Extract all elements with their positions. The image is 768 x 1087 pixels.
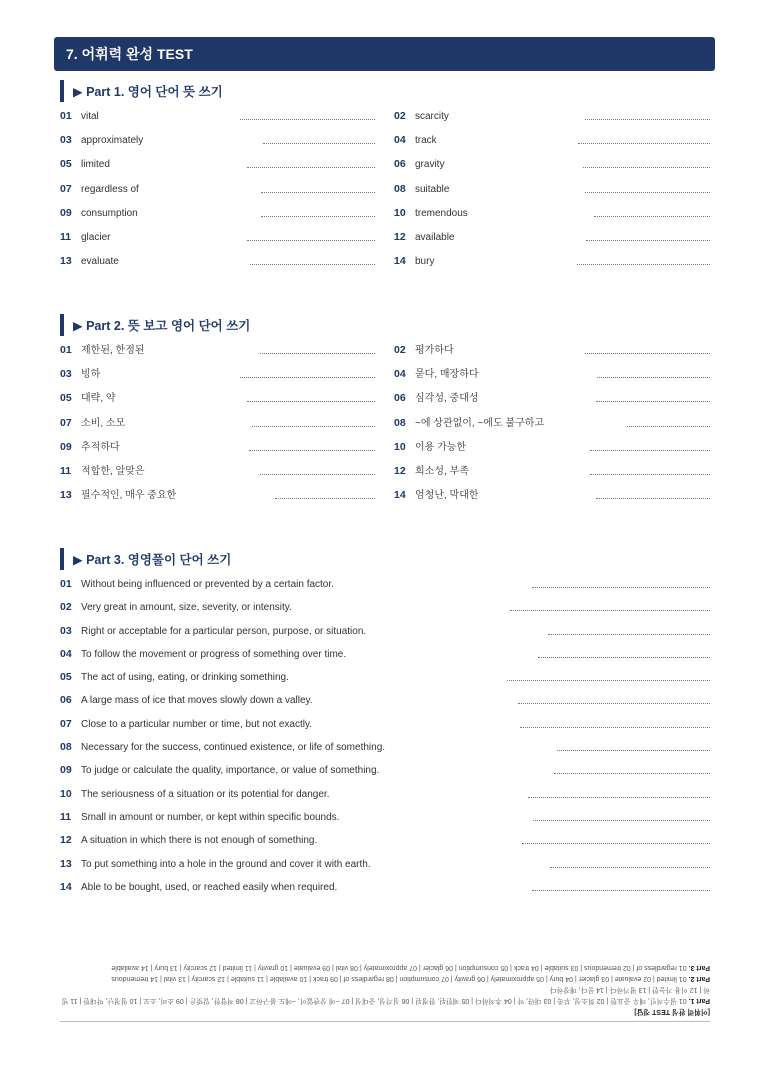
definition-text: To judge or calculate the quality, importance, or value of something. [81,765,380,777]
item-text: approximately [81,135,144,147]
vocab-row [60,390,710,414]
vocab-item [394,253,710,277]
item-number: 03 [60,134,72,147]
item-text: track [415,135,437,147]
item-number: 05 [60,671,72,684]
item-number: 08 [394,182,406,195]
vocab-item [60,253,375,277]
item-number: 12 [394,464,406,477]
page-title: 7. 어휘력 완성 TEST [54,37,715,71]
vocab-item [394,342,710,366]
answer-blank-line[interactable] [261,192,375,193]
answer-blank-line[interactable] [585,353,710,354]
item-text: glacier [81,231,111,243]
item-text: limited [81,159,110,171]
item-text: 심각성, 중대성 [415,393,479,405]
item-text: consumption [81,207,138,219]
item-text: 묻다, 매장하다 [415,369,479,381]
vocab-item [60,366,375,390]
definition-row [60,832,710,855]
definition-text: The seriousness of a situation or its potential for danger. [81,788,330,800]
item-text: suitable [415,183,450,195]
item-number: 02 [394,110,406,122]
answer-blank-line[interactable] [260,474,375,475]
part2-grid [60,342,710,511]
definition-row [60,716,710,739]
definition-row [60,692,710,715]
definition-text: Very great in amount, size, severity, or intensity. [81,602,292,614]
item-text: bury [415,256,435,268]
item-number: 03 [60,624,72,637]
item-text: available [415,231,455,243]
vocab-item [60,342,375,366]
part3-heading: ▶ Part 3. 영영풀이 단어 쓰기 [73,553,232,567]
definition-row [60,623,710,646]
definition-row [60,762,710,785]
vocab-row [60,415,710,439]
item-text: 빙하 [81,369,101,381]
answer-blank-line[interactable] [586,240,710,241]
vocab-row [60,108,710,132]
vocab-item [60,439,375,463]
definition-row [60,856,710,879]
answer-key [60,937,710,1017]
answer-blank-line[interactable] [590,474,710,475]
item-text: 적합한, 알맞은 [81,465,145,477]
item-number: 02 [60,601,72,614]
definition-text: Close to a particular number or time, but not exactly. [81,718,313,730]
answer-blank-line[interactable] [261,216,375,217]
definition-row [60,786,710,809]
answer-blank-line[interactable] [247,167,375,168]
item-number: 12 [394,230,406,243]
item-number: 13 [60,857,72,870]
vocab-row [60,366,710,390]
definition-row [60,809,710,832]
vocab-row [60,205,710,229]
item-number: 11 [60,230,72,243]
vocab-item [60,390,375,414]
vocab-item [60,487,375,511]
part3-section [60,548,710,902]
part3-header [60,548,710,570]
vocab-item [394,487,710,511]
section-accent-bar [60,548,64,570]
item-number: 14 [394,489,406,502]
item-number: 04 [394,368,406,381]
item-number: 10 [60,787,72,800]
item-number: 06 [60,694,72,707]
item-text: 추적하다 [81,441,120,453]
item-number: 01 [60,344,72,356]
answer-part1 [60,984,710,1006]
answer-blank-line[interactable] [596,498,710,499]
item-text: 필수적인, 매우 중요한 [81,490,177,502]
answer-part3-label: Part 3. [688,964,710,971]
answer-part2 [60,973,710,984]
item-number: 03 [60,368,72,381]
item-text: 소비, 소모 [81,417,126,429]
item-text: vital [81,111,99,122]
answer-blank-line[interactable] [594,216,710,217]
answer-blank-line[interactable] [249,450,375,451]
part1-heading: ▶ Part 1. 영어 단어 뜻 쓰기 [73,85,223,99]
answer-part3-text: 01 regardless of | 02 tremendous | 03 suitable | 04 track | 05 consumption | 06 glacier | 07 approximately | 08 vital | 09 evaluate | 10 gravity | 11 limited | 12 scarcity | 13 bury | 14 available [111,964,687,971]
item-number: 04 [394,134,406,147]
vocab-row [60,156,710,180]
answer-blank-line[interactable] [247,401,375,402]
definition-text: To put something into a hole in the ground and cover it with earth. [81,858,371,870]
definition-row [60,669,710,692]
vocab-item [394,205,710,229]
answer-part1-text: 01 필수적인, 매우 중요한 | 02 희소성, 부족 | 03 대략, 약 | 04 추적하다 | 05 제한된, 한정된 | 06 심각성, 중대성 | 07 ~에 상관없이, ~에도 불구하고 | 08 적합한, 알맞은 | 09 소비, 소모 | 10 엄청난, 막대한 | 11 빙하 | 12 이용 가능한 | 13 평가하다 | 14 묻다, 매장하다 [61,986,710,1004]
vocab-item [60,463,375,487]
item-number: 08 [394,416,406,429]
definition-row [60,739,710,762]
item-number: 09 [60,206,72,219]
vocab-row [60,132,710,156]
item-text: 대략, 약 [81,393,116,405]
item-number: 04 [60,647,72,660]
item-number: 06 [394,392,406,405]
item-text: ~에 상관없이, ~에도 불구하고 [415,417,545,429]
item-text: 이용 가능한 [415,441,467,453]
answer-blank-line[interactable] [510,610,710,611]
answer-blank-line[interactable] [578,143,710,144]
answer-blank-line[interactable] [240,119,375,120]
answer-blank-line[interactable] [550,867,710,868]
vocab-item [394,390,710,414]
definition-row [60,599,710,622]
answer-blank-line[interactable] [554,773,710,774]
item-number: 10 [394,206,406,219]
answer-blank-line[interactable] [250,264,375,265]
answer-blank-line[interactable] [247,240,375,241]
vocab-item [394,229,710,253]
vocab-row [60,463,710,487]
vocab-row [60,439,710,463]
section-accent-bar [60,314,64,336]
item-number: 12 [60,834,72,847]
answer-blank-line[interactable] [528,797,710,798]
answer-blank-line[interactable] [538,657,710,658]
part1-section [60,80,710,277]
item-number: 05 [60,158,72,171]
answer-blank-line[interactable] [520,727,710,728]
item-text: regardless of [81,183,139,195]
definition-text: Necessary for the success, continued existence, or life of something. [81,742,386,754]
answer-part1-label: Part 1. [688,997,710,1004]
answer-blank-line[interactable] [533,820,710,821]
vocab-item [394,108,710,132]
item-number: 07 [60,182,72,195]
answer-part3 [60,962,710,973]
item-text: 엄청난, 막대한 [415,490,479,502]
vocab-item [60,132,375,156]
definition-row [60,646,710,669]
definition-text: Small in amount or number, or kept within specific bounds. [81,811,340,823]
section-accent-bar [60,80,64,102]
part2-heading: ▶ Part 2. 뜻 보고 영어 단어 쓰기 [73,319,251,333]
answer-part2-text: 01 limited | 02 evaluate | 03 glacier | 04 bury | 05 approximately | 06 gravity | 07 consumption | 08 regardless of | 09 track | 10 available | 11 suitable | 12 scarcity | 13 vital | 14 tremendous [111,975,687,982]
answer-blank-line[interactable] [532,890,710,891]
vocab-item [394,156,710,180]
item-number: 10 [394,440,406,453]
definition-text: To follow the movement or progress of something over time. [81,648,347,660]
vocab-item [60,181,375,205]
vocab-item [394,132,710,156]
vocab-item [60,229,375,253]
item-number: 11 [60,810,72,823]
item-text: evaluate [81,256,119,268]
answer-blank-line[interactable] [260,353,375,354]
item-number: 13 [60,255,72,268]
part1-grid [60,108,710,277]
vocab-row [60,342,710,366]
item-text: gravity [415,159,445,171]
answer-blank-line[interactable] [522,843,710,844]
definition-row [60,879,710,902]
footer-divider [60,1021,710,1022]
item-number: 11 [60,464,72,477]
vocab-item [60,415,375,439]
part1-header [60,80,710,102]
item-number: 01 [60,110,72,122]
part3-list [60,576,710,902]
answer-part2-label: Part 2. [688,975,710,982]
definition-text: A large mass of ice that moves slowly down a valley. [81,695,313,707]
item-number: 07 [60,416,72,429]
vocab-item [394,181,710,205]
answer-blank-line[interactable] [507,680,710,681]
vocab-row [60,181,710,205]
answer-blank-line[interactable] [518,703,710,704]
vocab-item [394,439,710,463]
item-text: scarcity [415,111,449,122]
answer-key-heading: [어휘력 완성 TEST 정답] [634,1008,710,1015]
vocab-row [60,229,710,253]
item-number: 09 [60,440,72,453]
item-number: 09 [60,764,72,777]
item-number: 06 [394,158,406,171]
item-text: 희소성, 부족 [415,465,469,477]
definition-text: A situation in which there is not enough of something. [81,835,318,847]
definition-row [60,576,710,599]
answer-blank-line[interactable] [240,377,375,378]
answer-blank-line[interactable] [585,119,710,120]
item-number: 02 [394,344,406,356]
answer-blank-line[interactable] [275,498,375,499]
item-text: 제한된, 한정된 [81,345,145,356]
answer-blank-line[interactable] [263,143,375,144]
answer-blank-line[interactable] [532,587,710,588]
vocab-item [60,205,375,229]
answer-blank-line[interactable] [596,401,710,402]
item-text: 평가하다 [415,345,454,356]
answer-blank-line[interactable] [252,426,375,427]
vocab-row [60,487,710,511]
item-number: 05 [60,392,72,405]
item-number: 01 [60,578,72,590]
definition-text: Without being influenced or prevented by a certain factor. [81,579,334,590]
vocab-item [394,463,710,487]
item-number: 08 [60,741,72,754]
definition-text: Right or acceptable for a particular person, purpose, or situation. [81,625,367,637]
answer-blank-line[interactable] [627,426,710,427]
answer-blank-line[interactable] [577,264,710,265]
definition-text: The act of using, eating, or drinking something. [81,672,289,684]
answer-blank-line[interactable] [590,450,710,451]
vocab-item [60,156,375,180]
answer-blank-line[interactable] [583,167,710,168]
answer-blank-line[interactable] [597,377,710,378]
item-number: 07 [60,717,72,730]
answer-blank-line[interactable] [548,634,710,635]
item-number: 14 [60,880,72,893]
item-number: 14 [394,255,406,268]
vocab-item [394,415,710,439]
item-number: 13 [60,489,72,502]
definition-text: Able to be bought, used, or reached easily when required. [81,881,338,893]
part2-header [60,314,710,336]
item-text: tremendous [415,207,468,219]
vocab-item [394,366,710,390]
answer-blank-line[interactable] [585,192,710,193]
part2-section [60,314,710,511]
answer-blank-line[interactable] [557,750,710,751]
vocab-row [60,253,710,277]
vocab-item [60,108,375,132]
